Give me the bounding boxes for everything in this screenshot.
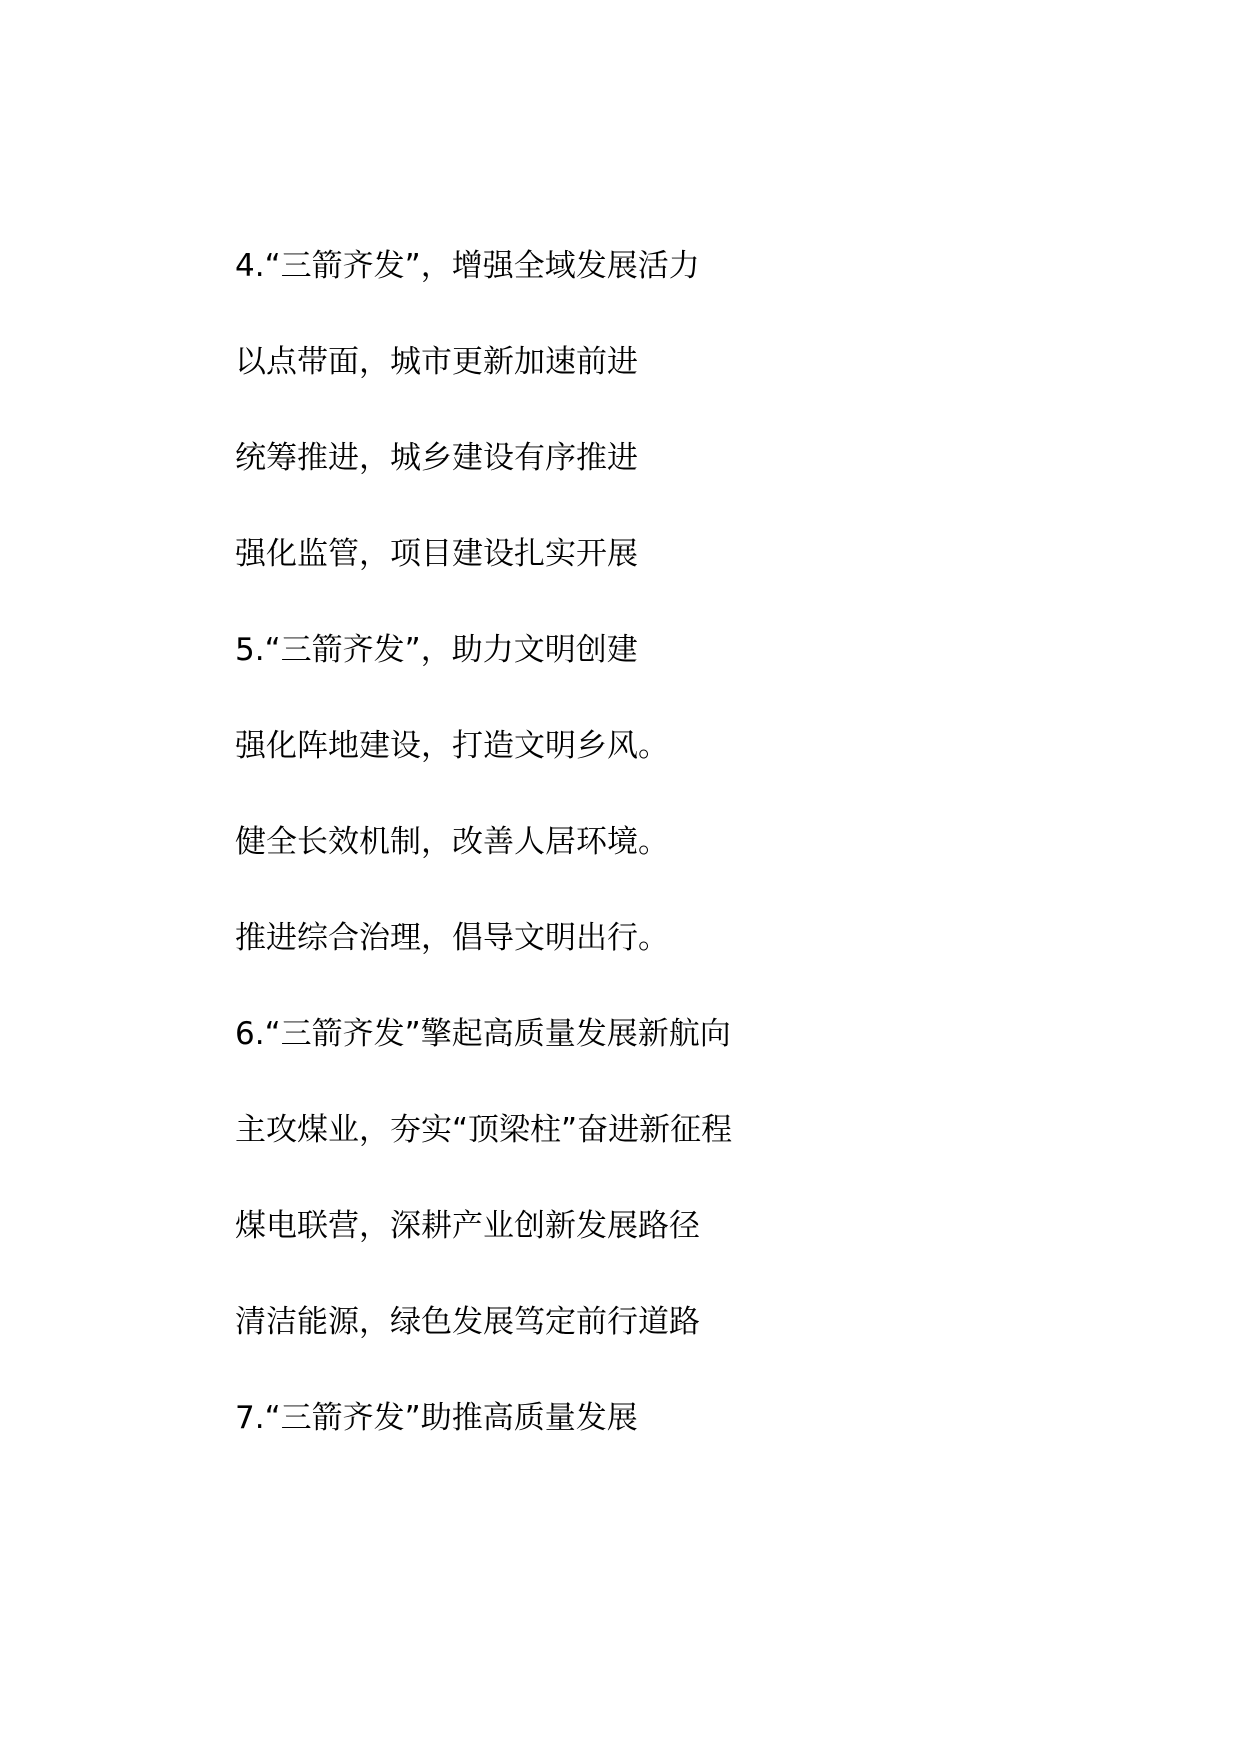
paragraph-line: 煤电联营，深耕产业创新发展路径 — [235, 1208, 700, 1244]
paragraph-line: 强化监管，项目建设扎实开展 — [235, 536, 638, 572]
section-heading-5: 5.“三箭齐发”，助力文明创建 — [235, 632, 638, 668]
paragraph-line: 统筹推进，城乡建设有序推进 — [235, 440, 638, 476]
paragraph-line: 清洁能源，绿色发展笃定前行道路 — [235, 1304, 700, 1340]
section-heading-4: 4.“三箭齐发”，增强全域发展活力 — [235, 248, 700, 284]
section-heading-6: 6.“三箭齐发”擎起高质量发展新航向 — [235, 1016, 731, 1052]
section-heading-7: 7.“三箭齐发”助推高质量发展 — [235, 1400, 638, 1436]
paragraph-line: 健全长效机制，改善人居环境。 — [235, 824, 669, 860]
paragraph-line: 主攻煤业，夯实“顶梁柱”奋进新征程 — [235, 1112, 733, 1148]
paragraph-line: 强化阵地建设，打造文明乡风。 — [235, 728, 669, 764]
paragraph-line: 推进综合治理，倡导文明出行。 — [235, 920, 669, 956]
paragraph-line: 以点带面，城市更新加速前进 — [235, 344, 638, 380]
